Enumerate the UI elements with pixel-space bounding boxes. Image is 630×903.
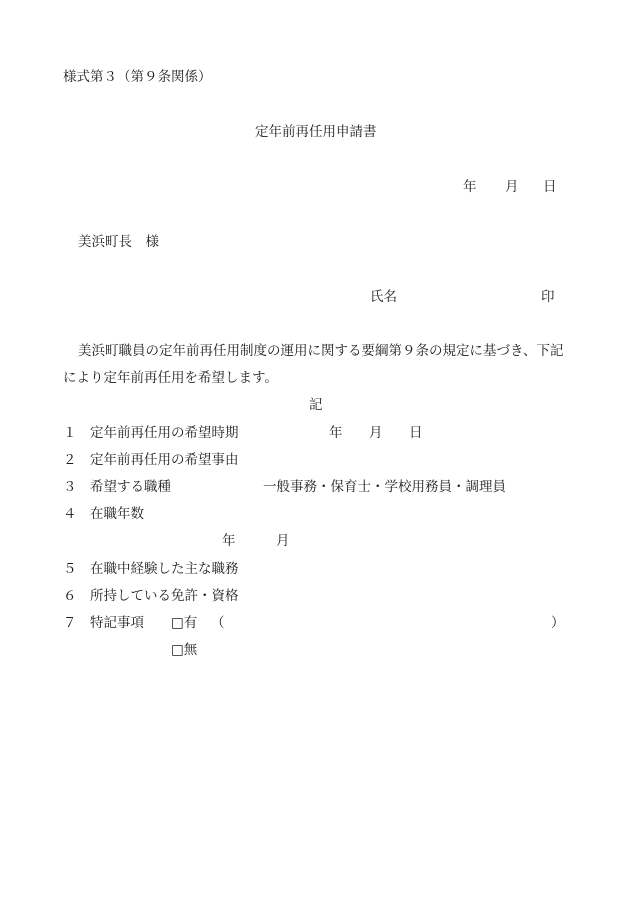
item-1-number: １ — [63, 425, 77, 441]
special-yes-checkbox[interactable]: □有 — [171, 615, 198, 631]
ki-heading: 記 — [309, 397, 323, 413]
item-1-day: 日 — [409, 425, 423, 441]
seal-label: 印 — [541, 289, 555, 305]
special-close-paren: ） — [551, 615, 565, 631]
item-6-label: 所持している免許・資格 — [90, 588, 239, 604]
special-no-checkbox[interactable]: □無 — [171, 642, 198, 658]
item-2-number: ２ — [63, 452, 77, 468]
item-4-number: ４ — [63, 506, 77, 522]
item-7-number: ７ — [63, 615, 77, 631]
date-year: 年 — [463, 179, 477, 195]
item-5-label: 在職中経験した主な職務 — [90, 561, 239, 577]
date-month: 月 — [505, 179, 519, 195]
item-7-label: 特記事項 — [90, 615, 144, 631]
item-2-label: 定年前再任用の希望事由 — [90, 452, 239, 468]
form-number: 様式第３（第９条関係） — [63, 69, 212, 85]
item-3-number: ３ — [63, 479, 77, 495]
item-6-number: ６ — [63, 588, 77, 604]
item-3-label: 希望する職種 — [90, 479, 171, 495]
item-1-month: 月 — [369, 425, 383, 441]
item-5-number: ５ — [63, 561, 77, 577]
date-day: 日 — [543, 179, 557, 195]
item-3-options: 一般事務・保育士・学校用務員・調理員 — [263, 479, 506, 495]
item-4-month: 月 — [276, 533, 290, 549]
item-1-label: 定年前再任用の希望時期 — [90, 425, 239, 441]
special-open-paren: （ — [211, 615, 225, 631]
item-4-year: 年 — [222, 533, 236, 549]
body-text-line-2: により定年前再任用を希望します。 — [63, 370, 278, 386]
form-title: 定年前再任用申請書 — [255, 124, 377, 140]
item-1-year: 年 — [329, 425, 343, 441]
addressee: 美浜町長 様 — [78, 234, 159, 250]
item-4-label: 在職年数 — [90, 506, 144, 522]
body-text-line-1: 美浜町職員の定年前再任用制度の運用に関する要綱第９条の規定に基づき、下記 — [78, 343, 564, 359]
applicant-name-label: 氏名 — [370, 289, 397, 305]
